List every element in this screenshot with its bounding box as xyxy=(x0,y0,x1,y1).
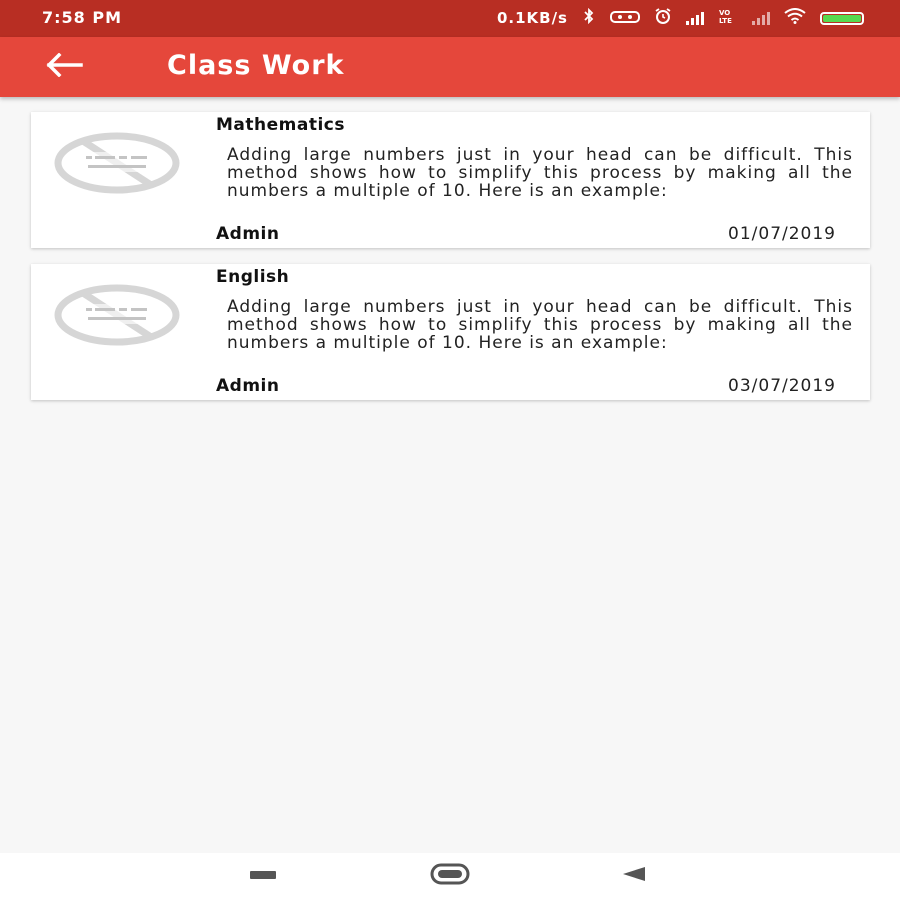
home-icon xyxy=(430,863,470,889)
no-image-icon xyxy=(53,284,181,346)
classwork-card[interactable] xyxy=(31,112,870,248)
vr-icon xyxy=(610,9,640,28)
arrow-left-icon xyxy=(45,53,83,81)
app-bar xyxy=(0,37,900,97)
status-icons xyxy=(497,6,864,30)
signal-icon xyxy=(686,11,704,25)
wifi-icon xyxy=(784,8,806,28)
back-triangle-icon xyxy=(621,865,647,887)
battery-icon xyxy=(820,12,864,25)
card-author: Admin xyxy=(216,224,280,244)
back-button[interactable] xyxy=(40,50,88,84)
status-bar xyxy=(0,0,900,37)
no-image-icon xyxy=(53,132,181,194)
recents-icon xyxy=(249,867,277,886)
card-description: Adding large numbers just in your head can be difficult. This method shows how to simplify this process by making all the numbers a multiple of 10. Here is an example: xyxy=(227,297,853,353)
card-author: Admin xyxy=(216,376,280,396)
card-date: 03/07/2019 xyxy=(728,376,836,396)
battery-fill xyxy=(823,15,861,22)
card-date: 01/07/2019 xyxy=(728,224,836,244)
card-subject: English xyxy=(216,267,290,287)
status-time: 7:58 PM xyxy=(42,8,123,27)
bluetooth-icon xyxy=(582,8,596,28)
signal-icon xyxy=(752,11,770,25)
alarm-icon xyxy=(654,8,672,28)
system-nav-bar xyxy=(0,853,900,900)
volte-icon xyxy=(718,8,738,28)
recents-button[interactable] xyxy=(243,863,283,889)
svg-text:LTE: LTE xyxy=(719,17,732,24)
nav-back-button[interactable] xyxy=(614,863,654,889)
card-description: Adding large numbers just in your head can be difficult. This method shows how to simplify this process by making all the numbers a multiple of 10. Here is an example: xyxy=(227,145,853,201)
page-title: Class Work xyxy=(167,50,345,81)
home-button[interactable] xyxy=(430,863,470,889)
classwork-card[interactable] xyxy=(31,264,870,400)
card-subject: Mathematics xyxy=(216,115,345,135)
network-speed: 0.1KB/s xyxy=(496,9,568,27)
svg-text:VO: VO xyxy=(719,9,731,17)
